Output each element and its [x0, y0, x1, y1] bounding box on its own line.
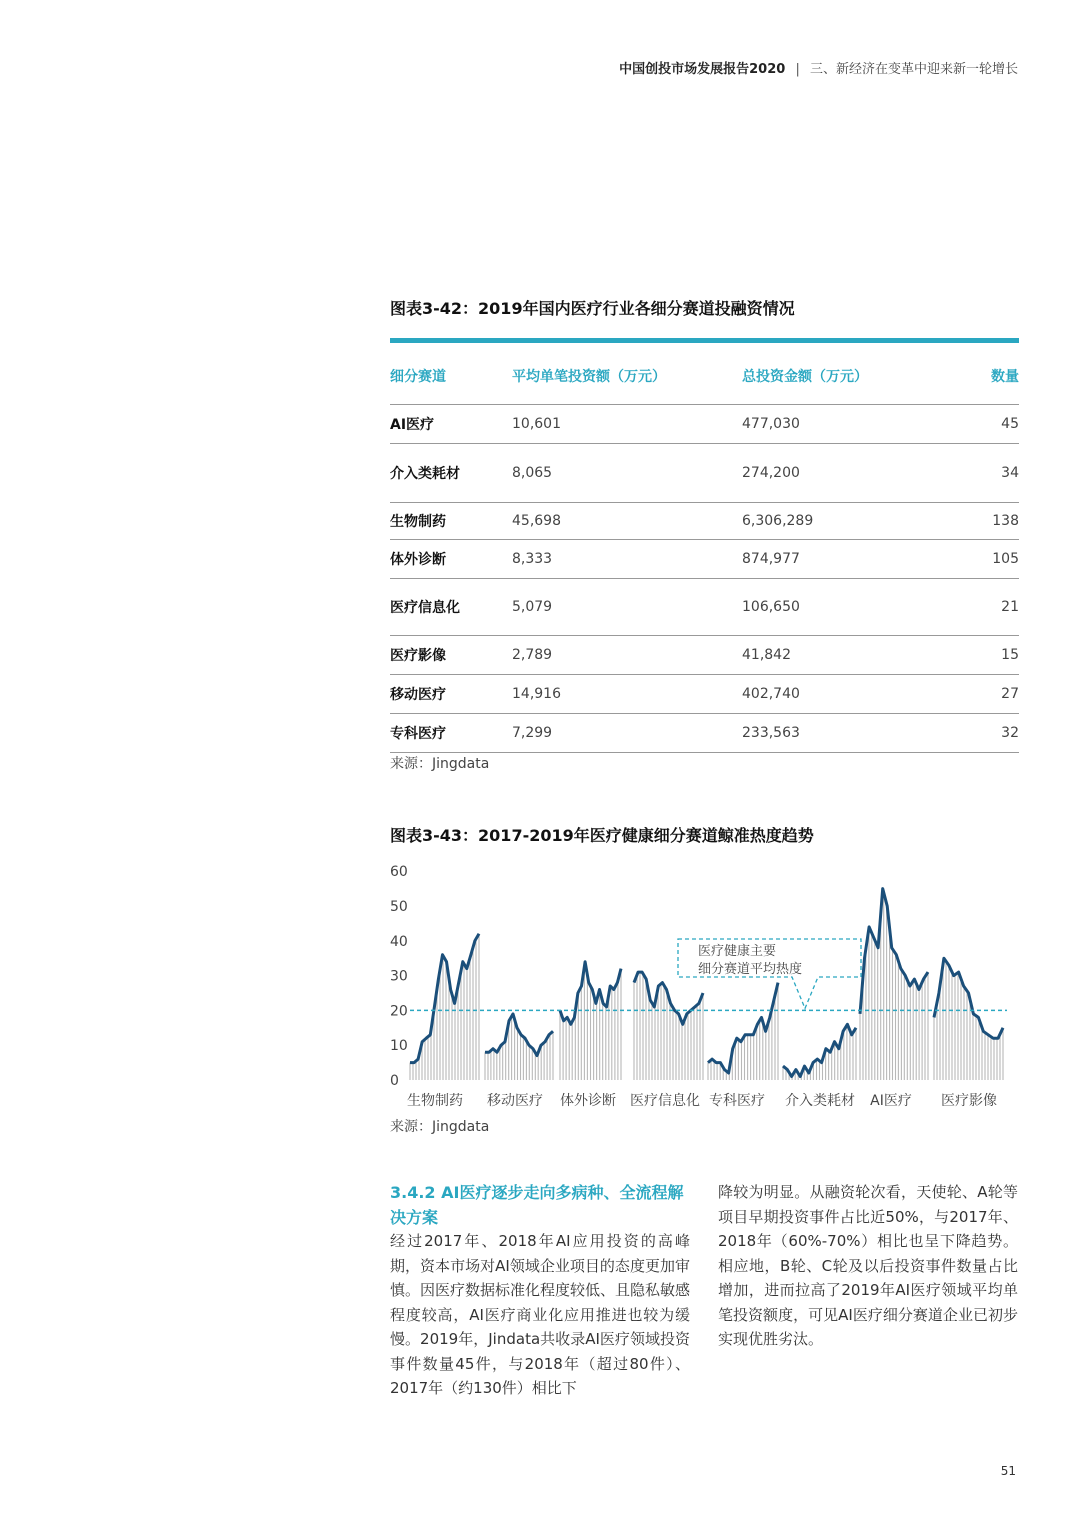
- col-header-total-investment: 总投资金额（万元）: [742, 369, 868, 385]
- table-row: [390, 713, 1019, 752]
- y-tick-label: 20: [390, 1003, 408, 1020]
- heat-trend-chart: [385, 855, 1015, 1115]
- cell-count: 15: [1001, 647, 1019, 663]
- series-line: [934, 958, 1003, 1038]
- cell-avg: 10,601: [512, 416, 561, 432]
- cell-segment: 移动医疗: [390, 687, 446, 703]
- section-title: 三、新经济在变革中迎来新一轮增长: [809, 62, 1018, 77]
- cell-total: 106,650: [742, 599, 800, 615]
- section-heading: 3.4.2 AI医疗逐步走向多病种、全流程解决方案: [390, 1183, 684, 1227]
- y-tick-label: 50: [390, 899, 408, 915]
- page-header: [619, 58, 1018, 77]
- x-category-label: 体外诊断: [560, 1093, 616, 1109]
- x-category-label: 移动医疗: [487, 1093, 543, 1109]
- table-row: [390, 502, 1019, 539]
- cell-segment: 医疗信息化: [390, 600, 460, 616]
- table-row: [390, 578, 1019, 635]
- cell-segment: 专科医疗: [390, 726, 446, 742]
- series-line: [708, 983, 778, 1073]
- cell-total: 274,200: [742, 465, 800, 481]
- x-category-label: 医疗信息化: [630, 1093, 700, 1109]
- cell-total: 41,842: [742, 647, 791, 663]
- cell-avg: 2,789: [512, 647, 553, 663]
- cell-count: 105: [992, 551, 1019, 567]
- x-category-label: AI医疗: [870, 1093, 912, 1109]
- cell-avg: 14,916: [512, 686, 561, 702]
- cell-segment: 医疗影像: [390, 648, 446, 664]
- header-separator: |: [795, 62, 800, 77]
- cell-avg: 45,698: [512, 513, 561, 529]
- y-tick-label: 30: [390, 968, 408, 985]
- cell-count: 34: [1001, 465, 1019, 481]
- cell-count: 21: [1001, 599, 1019, 615]
- table-row: [390, 539, 1019, 578]
- x-category-label: 医疗影像: [941, 1093, 997, 1109]
- figure-1-source: 来源：Jingdata: [390, 756, 490, 772]
- series-line: [410, 934, 479, 1063]
- table-row: [390, 443, 1019, 502]
- page-number: 51: [1000, 1464, 1016, 1478]
- y-tick-label: 40: [390, 933, 408, 950]
- report-title: 中国创投市场发展报告2020: [619, 62, 786, 77]
- table-header: [390, 366, 1019, 388]
- cell-total: 402,740: [742, 686, 800, 702]
- cell-segment: AI医疗: [390, 417, 435, 433]
- cell-count: 27: [1001, 686, 1019, 702]
- table-row: [390, 674, 1019, 713]
- body-paragraph-right: 降较为明显。从融资轮次看，天使轮、A轮等项目早期投资事件占比近50%，与2017年、2018年（60%-70%）相比也呈下降趋势。相应地，B轮、C轮及以后投资事件数量占比增加，进而拉高了2019年AI医疗领域平均单笔投资额度，可见AI医疗细分赛道企业已初步实现优胜劣汰。: [718, 1183, 1018, 1348]
- series-line: [634, 972, 703, 1024]
- y-tick-label: 10: [390, 1038, 408, 1055]
- x-category-label: 专科医疗: [709, 1093, 765, 1109]
- callout-text: 医疗健康主要: [698, 944, 777, 959]
- table-body: [390, 404, 1019, 753]
- figure-1-title: 图表3-42：2019年国内医疗行业各细分赛道投融资情况: [390, 299, 795, 318]
- figure-2-source: 来源：Jingdata: [390, 1119, 490, 1135]
- x-category-label: 介入类耗材: [785, 1093, 855, 1109]
- cell-total: 6,306,289: [742, 513, 814, 529]
- cell-segment: 体外诊断: [390, 552, 446, 568]
- col-header-avg-investment: 平均单笔投资额（万元）: [512, 369, 666, 385]
- series-line: [485, 1014, 553, 1056]
- y-tick-label: 0: [390, 1073, 399, 1089]
- col-header-count: 数量: [991, 369, 1019, 385]
- cell-count: 138: [992, 513, 1019, 529]
- table-row: [390, 404, 1019, 443]
- cell-avg: 8,065: [512, 465, 553, 481]
- x-category-label: 生物制药: [407, 1093, 463, 1109]
- cell-avg: 7,299: [512, 725, 553, 741]
- cell-total: 874,977: [742, 551, 800, 567]
- body-paragraph-left: 经过2017年、2018年AI应用投资的高峰期，资本市场对AI领域企业项目的态度更加审慎。因医疗数据标准化程度较低、且隐私敏感程度较高，AI医疗商业化应用推进也较为缓慢。2019年，Jindata共收录AI医疗领域投资事件数量45件，与2018年（超过80件）、2017年（约130件）相比下: [390, 1232, 691, 1397]
- cell-total: 477,030: [742, 416, 800, 432]
- table-row: [390, 635, 1019, 674]
- callout-text: 细分赛道平均热度: [698, 962, 803, 977]
- series-line: [860, 889, 928, 1014]
- cell-segment: 生物制药: [390, 514, 446, 530]
- y-tick-label: 60: [390, 864, 408, 881]
- table-top-rule: [390, 338, 1019, 343]
- col-header-segment: 细分赛道: [390, 369, 446, 385]
- cell-count: 32: [1001, 725, 1019, 741]
- cell-segment: 介入类耗材: [390, 466, 460, 482]
- cell-avg: 8,333: [512, 551, 553, 567]
- cell-avg: 5,079: [512, 599, 553, 615]
- figure-2-title: 图表3-43：2017-2019年医疗健康细分赛道鲸准热度趋势: [390, 826, 814, 845]
- cell-total: 233,563: [742, 725, 800, 741]
- cell-count: 45: [1001, 416, 1019, 432]
